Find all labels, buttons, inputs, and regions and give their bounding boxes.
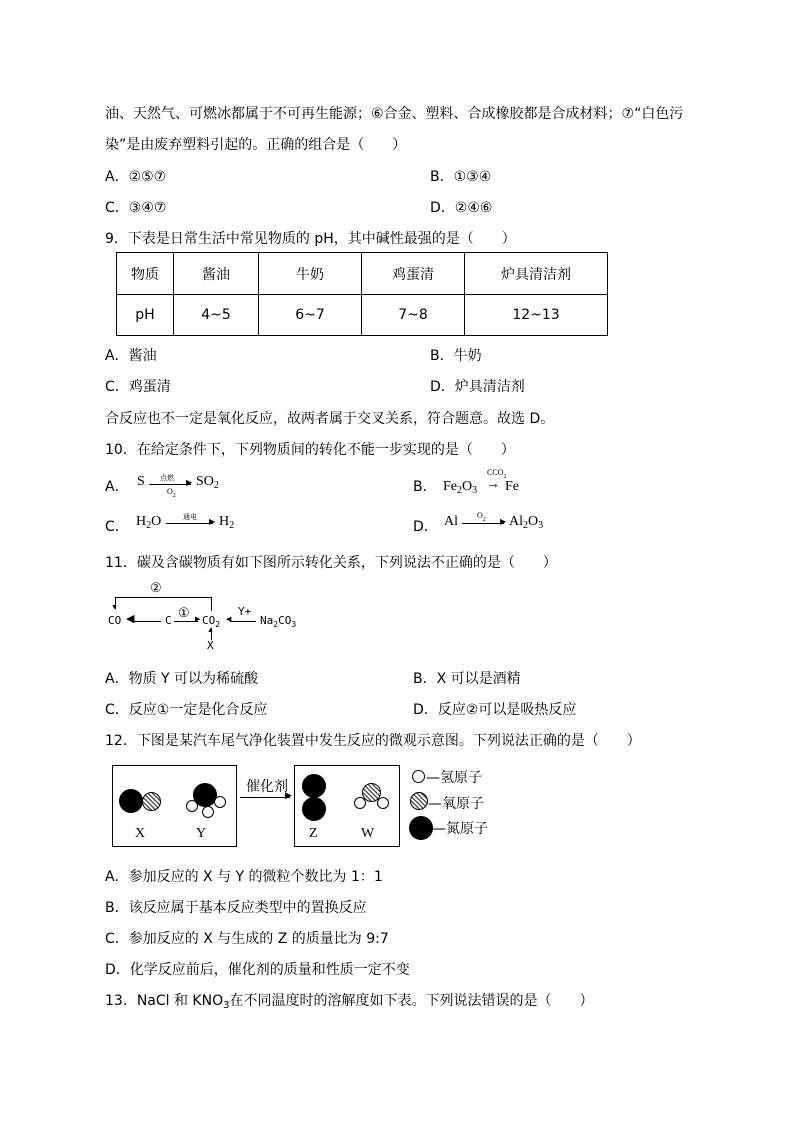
q10-d-right: $Al_2O_3$ [509, 514, 544, 531]
y-label: Y+ [238, 605, 252, 618]
ph-table [116, 252, 608, 336]
q10-b-right: Fe [505, 479, 519, 494]
hydrogen-atom [202, 806, 214, 818]
nitrogen-legend-icon [409, 816, 433, 840]
arrowhead-icon: ▶ [500, 517, 507, 526]
q10-a-cond-bottom: $O_2$ [167, 487, 176, 499]
q10-a-left: S [137, 474, 145, 489]
q9-option-b: B．牛奶 [430, 348, 482, 364]
c-label: C [165, 614, 172, 627]
q8-option-c: C．③④⑦ [105, 200, 167, 216]
q11-stem: 11．碳及含碳物质有如下图所示转化关系，下列说法不正确的是（ ） [105, 555, 557, 571]
table-cell: 4~5 [174, 295, 259, 336]
legend-hydrogen: —氢原子 [426, 770, 482, 786]
q11-option-a: A．物质 Y 可以为稀硫酸 [105, 671, 259, 687]
hydrogen-atom [186, 800, 198, 812]
q10-c-letter: C． [105, 519, 129, 535]
label-z: Z [309, 826, 318, 841]
table-cell: 7~8 [362, 295, 465, 336]
reaction-arrow [240, 797, 290, 798]
nitrogen-atom [119, 789, 143, 813]
q10-c-right: $H_2$ [219, 514, 235, 531]
arrow-left-icon: ◀ [126, 613, 135, 625]
label-w: W [361, 826, 375, 841]
q10-c-cond-top: 通电 [183, 513, 197, 521]
label-y: Y [196, 826, 207, 841]
q10-b-left: $Fe_2O_3$ [443, 479, 478, 496]
catalyst-label: 催化剂 [246, 779, 288, 795]
q9-option-d: D．炉具清洁剂 [430, 379, 525, 395]
q8-option-b: B．①③④ [430, 169, 492, 185]
label-x: X [135, 826, 146, 841]
hydrogen-atom [354, 797, 366, 809]
hydrogen-legend-icon [412, 770, 425, 783]
arrowhead-up-icon: ▲ [207, 626, 214, 634]
q9-note: 合反应也不一定是氧化反应，故两者属于交叉关系，符合题意。故选 D。 [105, 411, 555, 427]
legend-oxygen: —氧原子 [428, 796, 484, 812]
q12-stem: 12．下图是某汽车尾气净化装置中发生反应的微观示意图。下列说法正确的是（ ） [105, 733, 641, 749]
co2-label: $CO_2$ [202, 614, 221, 629]
x-label: X [207, 639, 214, 652]
ph-table-value-row [117, 295, 608, 336]
q8-line2: 染”是由废弃塑料引起的。正确的组合是（ ） [105, 137, 407, 153]
q9-option-a: A．酱油 [105, 348, 157, 364]
q8-line1: 油、天然气、可燃冰都属于不可再生能源；⑥合金、塑料、合成橡胶都是合成材料；⑦“白色污 [105, 106, 684, 122]
table-cell: 酱油 [174, 253, 259, 295]
circle-2-label: ② [150, 580, 162, 595]
nitrogen-atom [302, 797, 326, 821]
q10-d-left: Al [444, 514, 458, 529]
reaction-arrow [230, 621, 256, 622]
q13-stem: 13．NaCl 和 $KNO_3$在不同温度时的溶解度如下表。下列说法错误的是（ ） [105, 993, 594, 1011]
arrowhead-left-icon: ◀ [226, 615, 232, 623]
q10-b-letter: B． [413, 479, 437, 495]
arrowhead-icon: ▶ [285, 790, 292, 800]
nitrogen-atom [302, 774, 326, 798]
table-cell: 炉具清洁剂 [465, 253, 608, 295]
reaction-arrow [462, 523, 504, 524]
bracket-top-line [115, 597, 211, 598]
q10-b-cond-top: $CCO_2$ [487, 468, 507, 480]
arrowhead-icon: ▶ [209, 517, 216, 526]
q11-option-b: B．X 可以是酒精 [413, 671, 521, 687]
co-label: CO [108, 614, 122, 627]
q10-d-cond-top: $O_2$ [477, 511, 486, 523]
q12-option-c: C．参加反应的 X 与生成的 Z 的质量比为 9:7 [105, 931, 389, 947]
q10-d-letter: D． [413, 519, 438, 535]
q10-a-right: $SO_2$ [196, 474, 219, 491]
hydrogen-atom [214, 796, 226, 808]
oxygen-legend-icon [410, 792, 428, 810]
q12-option-d: D．化学反应前后，催化剂的质量和性质一定不变 [105, 962, 410, 978]
q8-option-a: A．②⑤⑦ [105, 169, 167, 185]
q10-a-cond-top: 点燃 [160, 474, 174, 482]
q10-a-letter: A． [105, 479, 129, 495]
q9-option-c: C．鸡蛋清 [105, 379, 171, 395]
table-cell: 牛奶 [259, 253, 362, 295]
reaction-arrow [166, 523, 213, 524]
table-cell: pH [117, 295, 174, 336]
oxygen-atom [142, 792, 161, 811]
arrowhead-icon: ▶ [195, 615, 201, 623]
arrowhead-down-icon: ▼ [111, 603, 118, 611]
ph-table-header-row [117, 253, 608, 295]
arrow-icon: → [486, 477, 500, 492]
na2co3-label: $Na_2CO_3$ [260, 614, 297, 629]
q10-c-left: $H_2O$ [136, 514, 162, 531]
q10-stem: 10．在给定条件下，下列物质间的转化不能一步实现的是（ ） [105, 442, 515, 458]
q12-option-a: A．参加反应的 X 与 Y 的微粒个数比为 1：1 [105, 869, 383, 885]
q9-stem: 9．下表是日常生活中常见物质的 pH，其中碱性最强的是（ ） [105, 231, 516, 247]
reaction-arrow [149, 484, 191, 485]
bracket-right-line [211, 597, 212, 611]
arrowhead-icon: ▶ [186, 478, 193, 487]
q8-option-d: D．②④⑥ [430, 200, 493, 216]
legend-nitrogen: —氮原子 [432, 821, 488, 837]
table-cell: 鸡蛋清 [362, 253, 465, 295]
hydrogen-atom [377, 797, 389, 809]
circle-1-label: ① [178, 605, 190, 620]
table-cell: 12~13 [465, 295, 608, 336]
q11-option-d: D．反应②可以是吸热反应 [413, 702, 577, 718]
q12-option-b: B．该反应属于基本反应类型中的置换反应 [105, 900, 367, 916]
reaction-arrow [133, 621, 161, 622]
table-cell: 6~7 [259, 295, 362, 336]
table-cell: 物质 [117, 253, 174, 295]
q11-option-c: C．反应①一定是化合反应 [105, 702, 268, 718]
